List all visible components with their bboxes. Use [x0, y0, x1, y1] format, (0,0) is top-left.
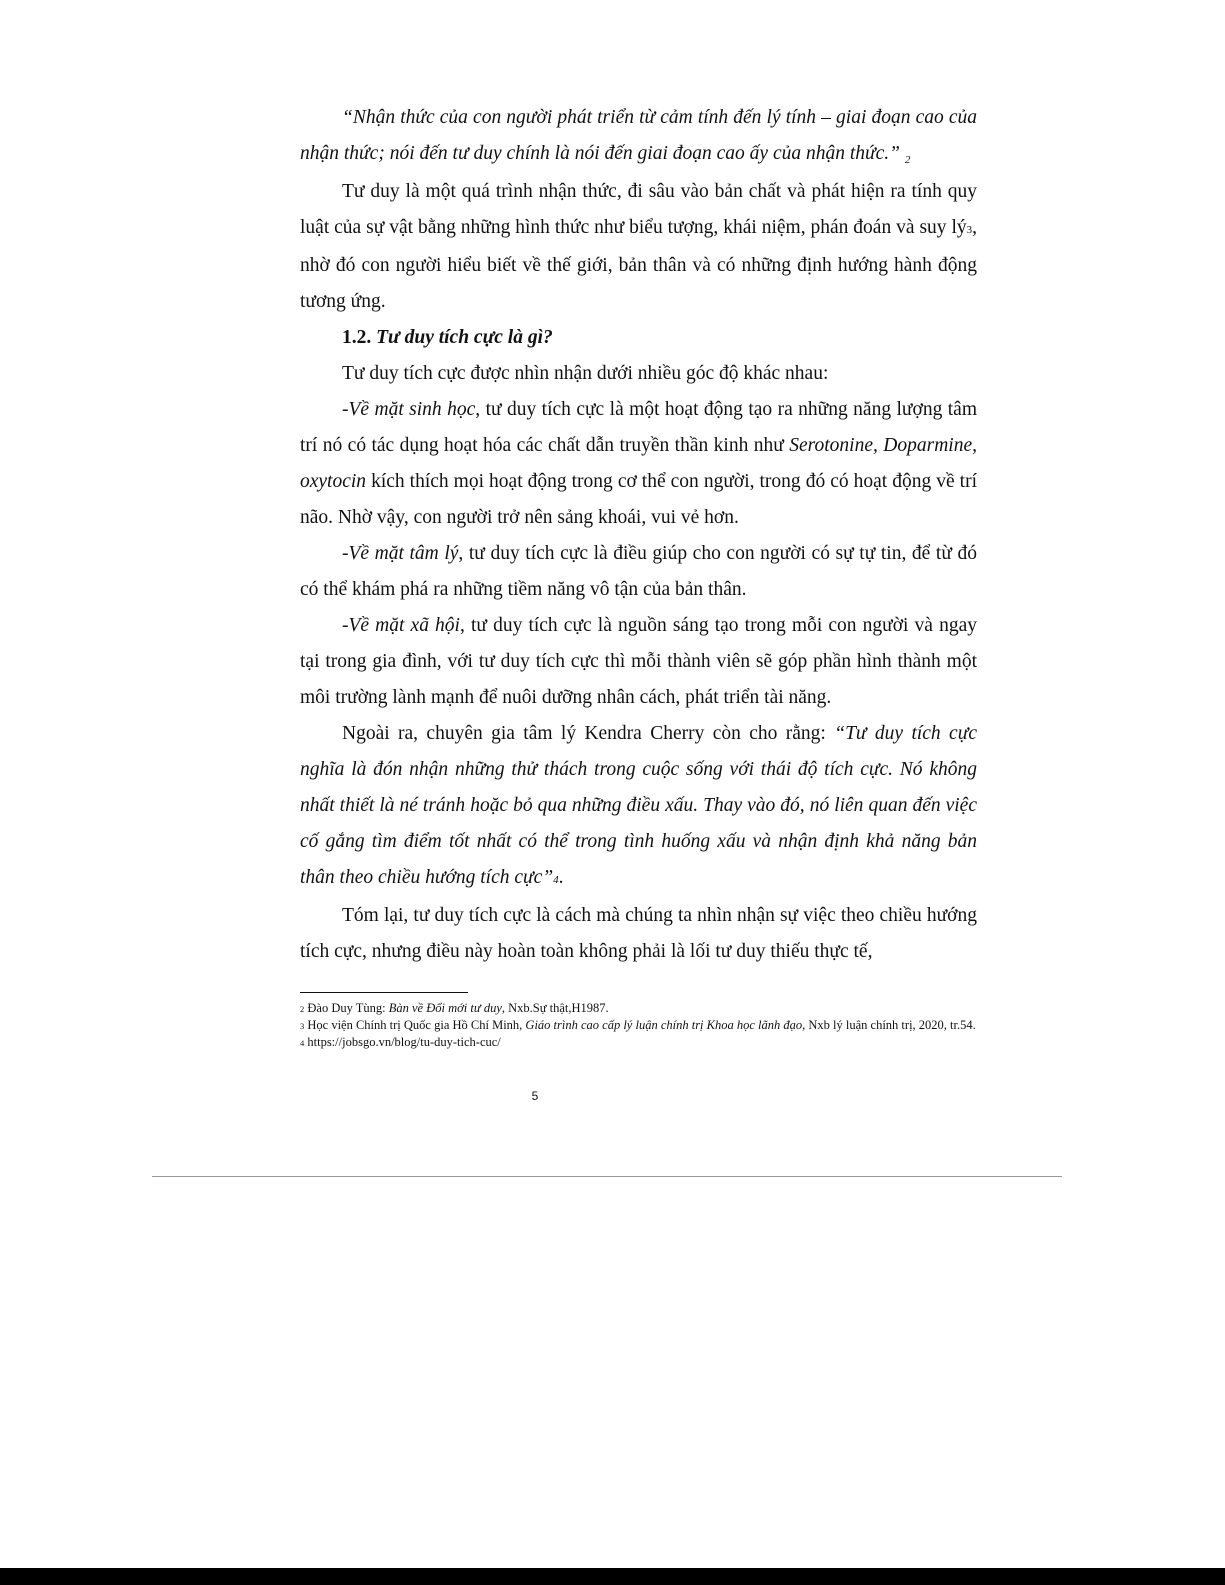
body-paragraph: Ngoài ra, chuyên gia tâm lý Kendra Cherry còn cho rằng: “Tư duy tích cực nghĩa là đón nhận những thử thách trong cuộc sống với thái độ tích cực. Nó không nhất thiết là né tránh hoặc bỏ qua những điều xấu. Thay vào đó, nó liên quan đến việc cố gắng tìm điểm tốt nhất có thể trong tình huống xấu và nhận định khả năng bản thân theo chiều hướng tích cực”4.: [300, 723, 977, 888]
body-paragraph: Tóm lại, tư duy tích cực là cách mà chúng ta nhìn nhận sự việc theo chiều hướng tích cực, nhưng điều này hoàn toàn không phải là lối tư duy thiếu thực tế,: [300, 905, 977, 962]
body-paragraph: -Về mặt sinh học, tư duy tích cực là một hoạt động tạo ra những năng lượng tâm trí nó có tác dụng hoạt hóa các chất dẫn truyền thần kinh như Serotonine, Doparmine, oxytocin kích thích mọi hoạt động trong cơ thể con người, trong đó có hoạt động về trí não. Nhờ vậy, con người trở nên sảng khoái, vui vẻ hơn.: [300, 399, 977, 528]
page-number: 5: [531, 1089, 539, 1103]
footnote-ref: 4: [553, 874, 559, 886]
footnote-link[interactable]: https://jobsgo.vn/blog/tu-duy-tich-cuc/: [307, 1035, 501, 1049]
page-separator: [152, 1176, 1062, 1177]
section-heading: 1.2. Tư duy tích cực là gì?: [342, 327, 553, 348]
quote-paragraph: “Nhận thức của con người phát triển từ cảm tính đến lý tính – giai đoạn cao của nhận thức; nói đến tư duy chính là nói đến giai đoạn cao ấy của nhận thức.” $_2$: [300, 107, 977, 166]
footnotes: [300, 1000, 977, 1051]
body-paragraph: -Về mặt xã hội, tư duy tích cực là nguồn sáng tạo trong mỗi con người và ngay tại trong gia đình, với tư duy tích cực thì mỗi thành viên sẽ góp phần hình thành một môi trường lành mạnh để nuôi dưỡng nhân cách, phát triển tài năng.: [300, 615, 977, 708]
bottom-bar: [0, 1568, 1225, 1585]
document-page: [300, 100, 977, 970]
footnote-item: 2 Đào Duy Tùng: Bàn về Đổi mới tư duy, Nxb.Sự thật,H1987.: [300, 1001, 609, 1015]
body-paragraph: -Về mặt tâm lý, tư duy tích cực là điều giúp cho con người có sự tự tin, để từ đó có thể khám phá ra những tiềm năng vô tận của bản thân.: [300, 543, 977, 600]
body-paragraph: Tư duy tích cực được nhìn nhận dưới nhiều góc độ khác nhau:: [342, 363, 829, 384]
footnote-item: 4 https://jobsgo.vn/blog/tu-duy-tich-cuc/: [300, 1035, 501, 1049]
footnote-ref: 2: [904, 154, 911, 166]
footnote-separator: [300, 992, 468, 993]
footnote-ref: 3: [966, 224, 973, 236]
footnote-item: 3 Học viện Chính trị Quốc gia Hồ Chí Minh, Giáo trình cao cấp lý luận chính trị Khoa học lãnh đạo, Nxb lý luận chính trị, 2020, tr.54.: [300, 1018, 976, 1032]
body-paragraph: Tư duy là một quá trình nhận thức, đi sâu vào bản chất và phát hiện ra tính quy luật của sự vật bằng những hình thức như biểu tượng, khái niệm, phán đoán và suy lý3, nhờ đó con người hiểu biết về thế giới, bản thân và có những định hướng hành động tương ứng.: [300, 181, 977, 312]
